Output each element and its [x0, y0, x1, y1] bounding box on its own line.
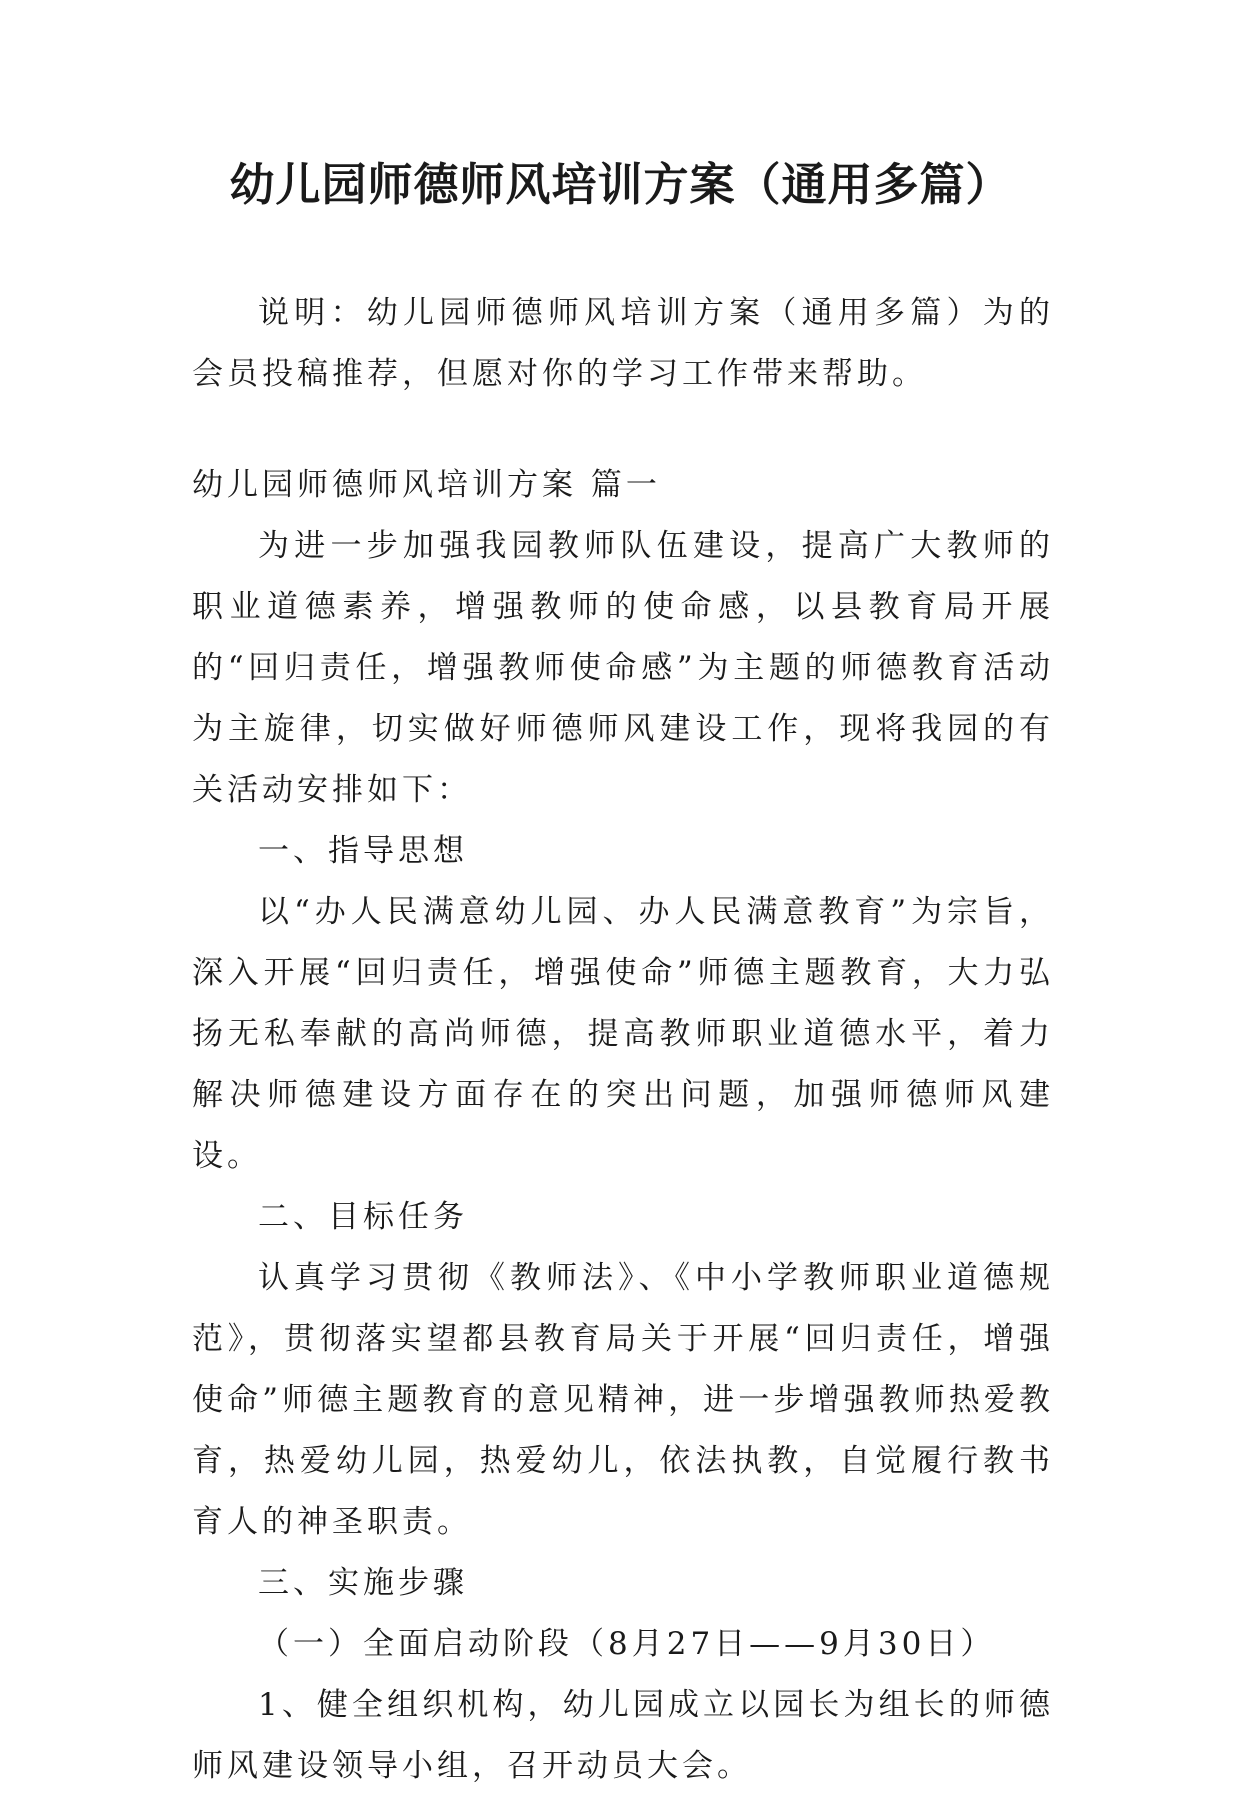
content-block [192, 455, 1054, 1797]
heading-implementation-steps: 三、实施步骤 [258, 1565, 468, 1601]
intro-block [192, 283, 1054, 405]
section-subtitle: 幼儿园师德师风培训方案 篇一 [192, 467, 661, 503]
paragraph-organization: 1、健全组织机构，幼儿园成立以园长为组长的师德师风建设领导小组，召开动员大会。 [192, 1687, 1054, 1784]
paragraph-guiding-ideology: 以“办人民满意幼儿园、办人民满意教育”为宗旨，深入开展“回归责任，增强使命”师德主题教育，大力弘扬无私奉献的高尚师德，提高教师职业道德水平，着力解决师德建设方面存在的突出问题，加强师德师风建设。 [192, 894, 1054, 1174]
heading-launch-phase: （一）全面启动阶段（8月27日——9月30日） [258, 1626, 996, 1662]
paragraph-purpose: 为进一步加强我园教师队伍建设，提高广大教师的职业道德素养，增强教师的使命感，以县教育局开展的“回归责任，增强教师使命感”为主题的师德教育活动为主旋律，切实做好师德师风建设工作，现将我园的有关活动安排如下： [192, 528, 1054, 808]
document-title: 幼儿园师德师风培训方案（通用多篇） [229, 158, 1012, 211]
heading-guiding-ideology: 一、指导思想 [258, 833, 468, 869]
heading-goals-tasks: 二、目标任务 [258, 1199, 468, 1235]
paragraph-goals-tasks: 认真学习贯彻《教师法》、《中小学教师职业道德规范》，贯彻落实望都县教育局关于开展“回归责任，增强使命”师德主题教育的意见精神，进一步增强教师热爱教育，热爱幼儿园，热爱幼儿，依法执教，自觉履行教书育人的神圣职责。 [192, 1260, 1054, 1540]
intro-paragraph: 说明：幼儿园师德师风培训方案（通用多篇）为的会员投稿推荐，但愿对你的学习工作带来帮助。 [192, 295, 1054, 392]
